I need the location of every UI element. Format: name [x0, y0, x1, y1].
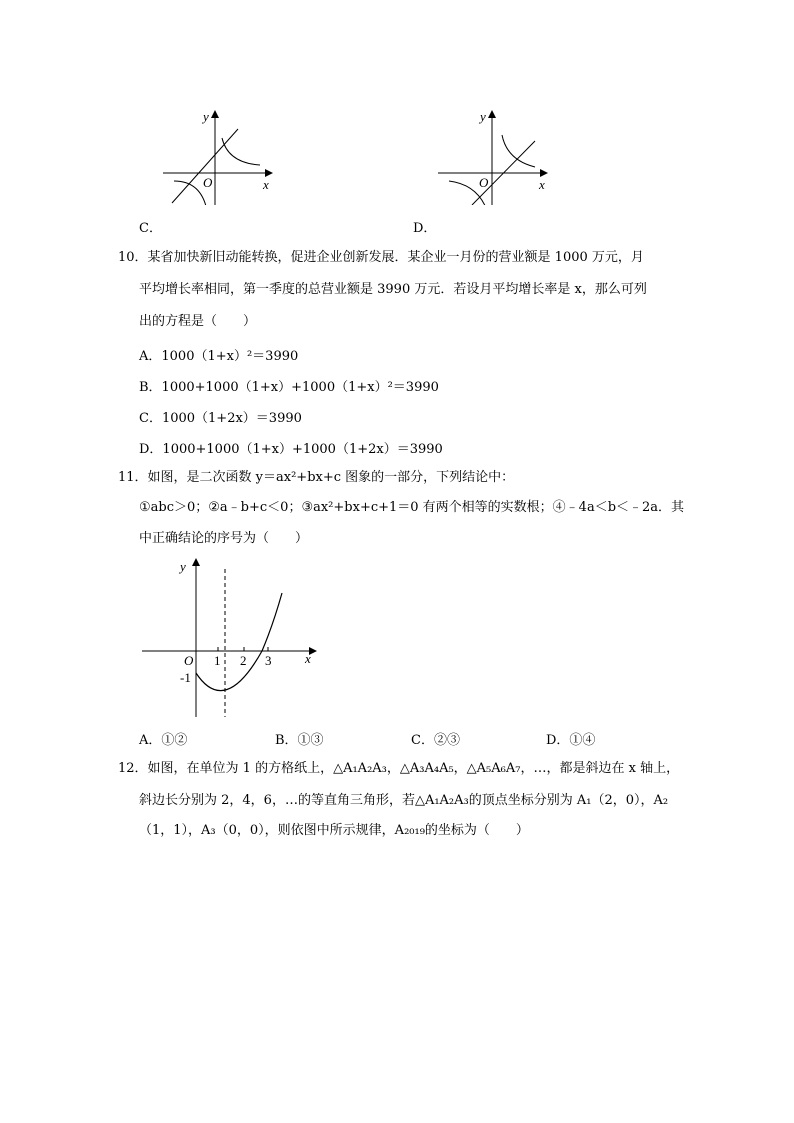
q10-line2: 平均增长率相同，第一季度的总营业额是 3990 万元．若设月平均增长率是 x，那么可列	[139, 282, 647, 297]
q11-option-c: C．②③	[411, 733, 460, 748]
q12-line2: 斜边长分别为 2，4，6，…的等直角三角形，若△A₁A₂A₃的顶点坐标分别为 A₁（2，0），A₂	[139, 793, 669, 808]
q11-option-a: A．①②	[139, 733, 188, 748]
q10-option-a: A．1000（1+x）²＝3990	[139, 349, 299, 364]
tick-label-2: 2	[240, 653, 247, 668]
tick-label-3: 3	[265, 653, 272, 668]
hyperbola-branch	[502, 135, 535, 167]
q10-line3: 出的方程是（ ）	[139, 314, 257, 329]
line-graph	[172, 129, 238, 203]
q11-line3: 中正确结论的序号为（ ）	[139, 531, 309, 546]
tick-label-1: 1	[214, 653, 221, 668]
y-label: y	[203, 109, 209, 124]
q12-line3: （1，1），A₃（0，0），则依图中所示规律，A₂₀₁₉的坐标为（ ）	[139, 823, 529, 838]
q11-option-d: D．①④	[546, 733, 596, 748]
q11-option-b: B．①③	[275, 733, 324, 748]
origin-label: O	[184, 653, 194, 668]
hyperbola-branch	[222, 138, 260, 165]
q10-option-b: B．1000+1000（1+x）+1000（1+x）²＝3990	[139, 380, 439, 395]
y-label: y	[480, 109, 486, 124]
option-d-label: D．	[413, 221, 437, 236]
q11-line1: 11．如图，是二次函数 y＝ax²+bx+c 图象的一部分，下列结论中：	[118, 470, 515, 485]
graph-option-c	[160, 105, 280, 205]
option-c-label: C．	[139, 221, 162, 236]
q10-option-d: D．1000+1000（1+x）+1000（1+2x）＝3990	[139, 442, 443, 457]
q10-line1: 10．某省加快新旧动能转换，促进企业创新发展．某企业一月份的营业额是 1000 万元，月	[118, 250, 644, 265]
origin-label: O	[479, 175, 489, 190]
q10-option-c: C．1000（1+2x）＝3990	[139, 411, 302, 426]
graph-option-d	[435, 105, 555, 205]
x-label: x	[263, 177, 269, 192]
tick-label-neg1: -1	[180, 670, 191, 685]
q11-line2: ①abc＞0；②a﹣b+c＜0；③ax²+bx+c+1＝0 有两个相等的实数根；④﹣4a＜b＜﹣2a．其	[139, 500, 685, 515]
parabola-graph	[140, 555, 320, 720]
q12-line1: 12．如图，在单位为 1 的方格纸上，△A₁A₂A₃，△A₃A₄A₅，△A₅A₆A₇，…，都是斜边在 x 轴上，	[118, 761, 680, 776]
x-label: x	[539, 177, 545, 192]
x-label: x	[305, 651, 311, 666]
y-label: y	[180, 559, 186, 574]
origin-label: O	[203, 175, 213, 190]
parabola-curve	[196, 593, 282, 691]
